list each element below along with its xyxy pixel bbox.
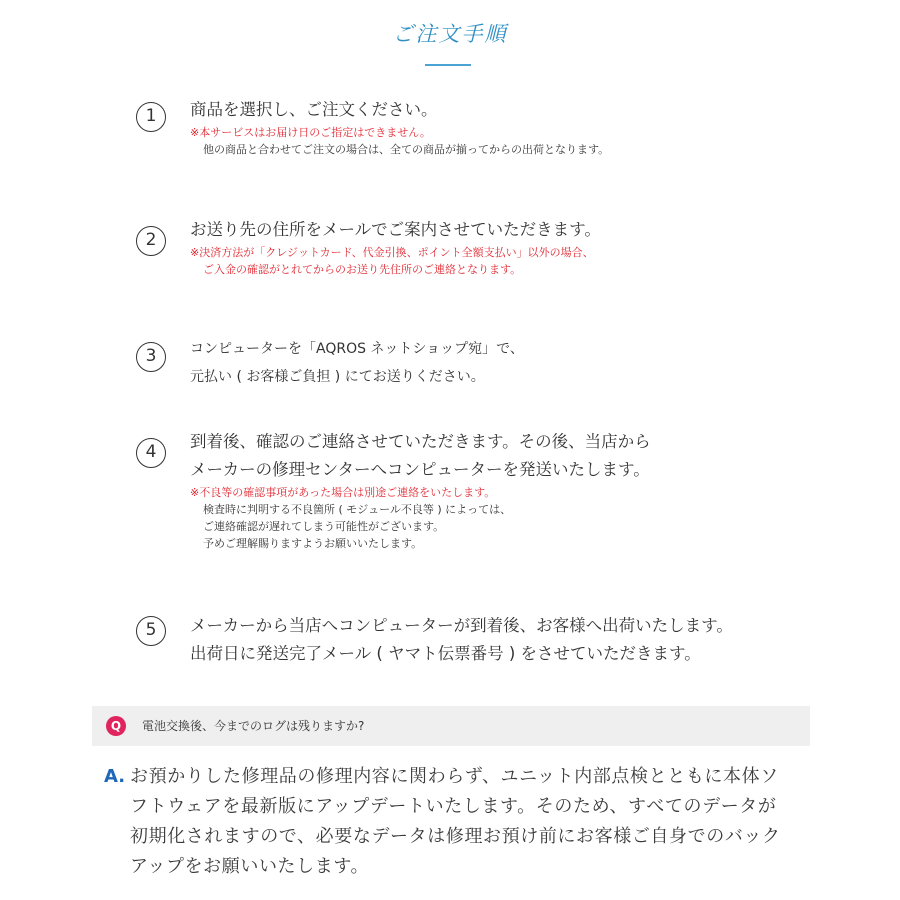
step-4-gray-note-3: 予めご理解賜りますようお願いいたします。 — [203, 537, 423, 550]
step-4-text-2: メーカーの修理センターへコンピューターを発送いたします。 — [190, 460, 650, 479]
step-4-gray-note-1: 検査時に判明する不良箇所 ( モジュール不良等 ) によっては、 — [203, 503, 512, 516]
step-number-3: 3 — [136, 342, 166, 372]
step-2-red-note-1: ※決済方法が「クレジットカード、代金引換、ポイント全額支払い」以外の場合、 — [190, 246, 594, 259]
step-5-text-1: メーカーから当店へコンピューターが到着後、お客様へ出荷いたします。 — [190, 616, 733, 635]
answer-label: A. — [104, 766, 126, 787]
step-2-text: お送り先の住所をメールでご案内させていただきます。 — [190, 220, 601, 239]
answer-line-3: 初期化されますので、必要なデータは修理お預け前にお客様ご自身でのバック — [130, 826, 781, 847]
step-2-red-note-2: ご入金の確認がとれてからのお送り先住所のご連絡となります。 — [203, 263, 522, 276]
step-4-red-note: ※不良等の確認事項があった場合は別途ご連絡をいたします。 — [190, 486, 496, 499]
step-5-text-2: 出荷日に発送完了メール ( ヤマト伝票番号 ) をさせていただきます。 — [190, 644, 701, 663]
answer-line-1: お預かりした修理品の修理内容に関わらず、ユニット内部点検とともに本体ソ — [130, 766, 779, 787]
step-3-text-1: コンピューターを「AQROS ネットショップ宛」で、 — [190, 341, 524, 357]
step-1-gray-note: 他の商品と合わせてご注文の場合は、全ての商品が揃ってからの出荷となります。 — [203, 143, 610, 156]
step-number-2: 2 — [136, 226, 166, 256]
step-1-text: 商品を選択し、ご注文ください。 — [190, 100, 438, 119]
answer-text — [130, 762, 810, 882]
step-number-4: 4 — [136, 438, 166, 468]
step-number-1: 1 — [136, 102, 166, 132]
step-4-gray-note-2: ご連絡確認が遅れてしまう可能性がございます。 — [203, 520, 445, 533]
question-icon: Q — [106, 716, 126, 736]
faq-question-bar — [92, 706, 810, 746]
page-title: ご注文手順 — [392, 22, 508, 46]
title-underline — [425, 64, 471, 66]
answer-line-4: アップをお願いいたします。 — [130, 856, 370, 877]
step-1-red-note: ※本サービスはお届け日のご指定はできません。 — [190, 126, 431, 139]
step-3-text-2: 元払い ( お客様ご負担 ) にてお送りください。 — [190, 369, 485, 385]
step-number-5: 5 — [136, 616, 166, 646]
step-4-text-1: 到着後、確認のご連絡させていただきます。その後、当店から — [190, 432, 651, 451]
faq-question: 電池交換後、今までのログは残りますか? — [142, 719, 365, 733]
answer-line-2: フトウェアを最新版にアップデートいたします。そのため、すべてのデータが — [130, 796, 777, 817]
